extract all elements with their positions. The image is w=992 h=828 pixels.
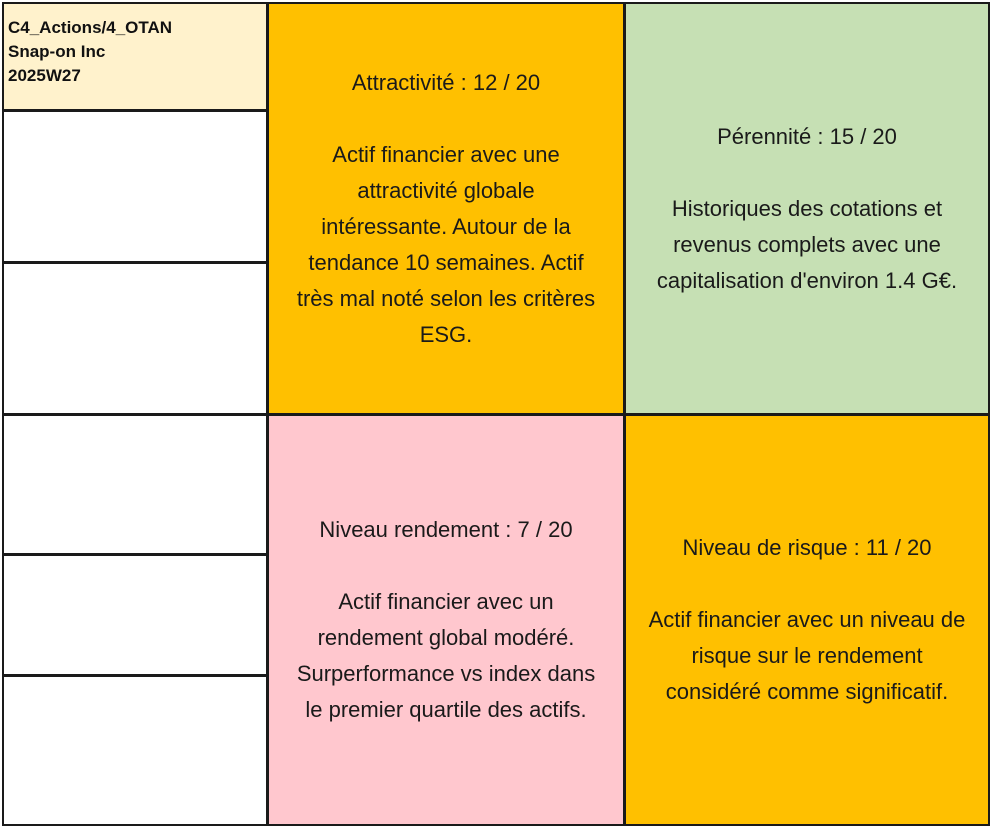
attractivite-description: Actif financier avec une attractivité globale intéressante. Autour de la tendance 10 semaines. Actif très mal noté selon les critères ESG. — [296, 141, 596, 347]
attractivite-quadrant — [267, 2, 625, 415]
empty-cell — [2, 262, 268, 415]
rendement-description: Actif financier avec un rendement global modéré. Surperformance vs index dans le premier quartile des actifs. — [296, 589, 596, 722]
perennite-quadrant — [624, 2, 990, 415]
attractivite-title: Attractivité : 12 / 20 — [351, 69, 541, 95]
asset-week: 2025W27 — [8, 66, 81, 85]
empty-cell — [2, 675, 268, 826]
risque-description: Actif financier avec un niveau de risque sur le rendement considéré comme significatif. — [648, 607, 966, 704]
empty-cell — [2, 414, 268, 555]
risque-title: Niveau de risque : 11 / 20 — [682, 535, 932, 560]
asset-header-cell — [2, 2, 268, 111]
rendement-quadrant — [267, 414, 625, 826]
perennite-title: Pérennité : 15 / 20 — [717, 123, 897, 149]
empty-cell — [2, 110, 268, 263]
perennite-description: Historiques des cotations et revenus complets avec une capitalisation d'environ 1.4 G€. — [656, 195, 958, 293]
rendement-title: Niveau rendement : 7 / 20 — [319, 517, 573, 542]
empty-cell — [2, 554, 268, 676]
asset-company: Snap-on Inc — [8, 42, 106, 61]
risque-quadrant — [624, 414, 990, 826]
asset-path: C4_Actions/4_OTAN — [8, 18, 173, 37]
